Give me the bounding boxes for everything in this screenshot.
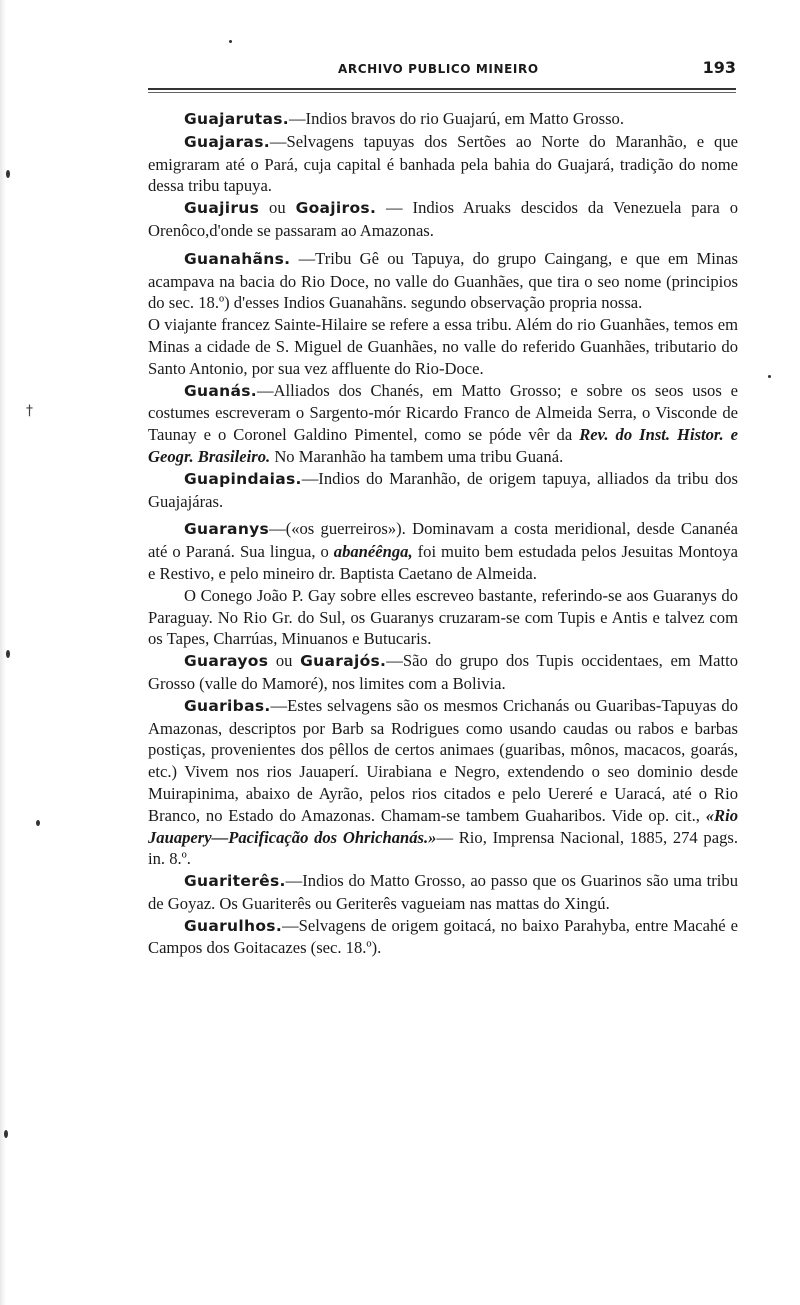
entry-text: —(«os guerreiros»). Dominavam a costa meridional, desde Cananéa até o Paraná. Sua lingua, o xyxy=(148,519,738,562)
headword: Guanás. xyxy=(184,381,257,400)
entry-text-after: — Rio, Imprensa Nacional, 1885, 274 pags. in. 8.º. xyxy=(148,827,738,869)
entry-text-after: No Maranhão ha tambem uma tribu Guaná. xyxy=(270,446,564,466)
headword: Guajaras. xyxy=(184,132,270,151)
ink-speck xyxy=(6,170,10,178)
headword: Guarulhos. xyxy=(184,916,283,935)
entry-text: —Indios do Maranhão, de origem tapuya, alliados da tribu dos Guajajáras. xyxy=(148,468,738,511)
entry-text: —São do grupo dos Tupis occidentaes, em Matto Grosso (valle do Mamoré), nos limites com a Bolivia. xyxy=(148,651,739,693)
entry-text: —Alliados dos Chanés, em Matto Grosso; e sobre os seos usos e costumes escreveram o Sargento-mór Ricardo Franco de Almeida Serra, o Visconde de Taunay e o Coronel Galdino Pimentel, como se póde vêr da xyxy=(148,380,738,445)
headword: Guaribas. xyxy=(184,696,271,715)
headword-variant: Guarajós. xyxy=(300,652,387,671)
entry-text-after: foi muito bem estudada pelos Jesuitas Montoya e Restivo, e pelo mineiro dr. Baptista Caetano de Almeida. xyxy=(148,542,738,583)
entry-text: — Indios Aruaks descidos da Venezuela para o Orenôco,d'onde se passaram ao Amazonas. xyxy=(148,198,738,240)
entry-text: —Indios do Matto Grosso, ao passo que os Guarinos são uma tribu de Goyaz. Os Guariterês ou Geriterês vagueiam nas mattas do Xingú. xyxy=(148,871,738,913)
ink-speck xyxy=(36,820,40,826)
entry-guarayos xyxy=(148,650,738,695)
entry-guaranys-continuation: O Conego João P. Gay sobre elles escreveo bastante, referindo-se aos Guaranys do Paraguay. No Rio Gr. do Sul, os Guaranys cruzaram-se com Tupis e Antis e talvez com os Tapes, Charrúas, Minuanos e Butucaris. xyxy=(148,585,738,649)
headword: Guajarutas. xyxy=(184,110,289,128)
headword: Guajirus xyxy=(184,199,260,218)
entry-text: —Estes selvagens são os mesmos Crichanás ou Guaribas-Tapuyas do Amazonas, descriptos por Barb sa Rodrigues como usando caudas ou rabos e barbas postiças, provenientes dos pêllos de certos animaes (guaribas, mônos, macacos, goarás, etc.) Vivem nos rios Jauaperí. Uirabiana e Negro, extendendo o seo dominio desde Muirapinima, abaixo de Ayrão, pelos rios citados e pelo Uereré e Uaracá, até o Rio Branco, no Estado do Amazonas. Chamam-se tambem Guaharibos. Vide op. cit., xyxy=(148,695,738,825)
entry-guaribas xyxy=(148,695,738,870)
ink-speck xyxy=(4,1130,8,1138)
headword: Guanahãns. xyxy=(184,249,291,268)
entry-guapindaias xyxy=(148,468,738,513)
entry-guajirus xyxy=(148,197,738,242)
entry-guanahans-continuation: O viajante francez Sainte-Hilaire se refere a essa tribu. Além do rio Guanhães, temos em Minas a cidade de S. Miguel de Guanhães, no valle do referido Guanhães, tributario do Santo Antonio, por sua vez affluente do Rio-Doce. xyxy=(148,315,738,378)
headword-variant: Goajiros. xyxy=(295,199,377,218)
entry-text: —Tribu Gê ou Tapuya, do grupo Caingang, e que em Minas acampava na bacia do Rio Doce, no valle do Guanhães, que tira o seo nome (principios do sec. 18.º) d'esses Indios Guanahãns. segundo observação propria nossa. xyxy=(148,248,738,313)
entry-connector: ou xyxy=(259,198,296,218)
page-number: 193 xyxy=(702,58,736,77)
margin-mark: † xyxy=(26,403,33,419)
ink-speck xyxy=(768,375,771,378)
headword: Guariterês. xyxy=(184,872,286,891)
entry-connector: ou xyxy=(268,651,301,671)
entry-guajarutas xyxy=(148,108,738,131)
citation-italic: Rev. do Inst. Histor. e Geogr. Brasileiro. xyxy=(148,425,738,466)
ink-speck xyxy=(229,40,232,43)
running-header xyxy=(148,58,736,84)
term-italic: abanéênga, xyxy=(333,542,413,562)
headword: Guarayos xyxy=(184,652,269,671)
entry-guarulhos xyxy=(148,915,738,960)
entry-text: —Selvagens tapuyas dos Sertões ao Norte do Maranhão, e que emigraram até o Pará, cuja capital é banhada pela bahia do Guajará, tradição do nome dessa tribu tapuya. xyxy=(148,131,738,196)
header-rule xyxy=(148,88,736,93)
ink-speck xyxy=(6,650,10,658)
running-title: ARCHIVO PUBLICO MINEIRO xyxy=(338,62,539,76)
entry-text: —Selvagens de origem goitacá, no baixo Parahyba, entre Macahé e Campos dos Goitacazes (sec. 18.º). xyxy=(148,915,738,958)
citation-italic: «Rio Jauapery—Pacificação dos Ohrichanás.» xyxy=(148,805,738,847)
headword: Guaranys xyxy=(184,520,270,539)
dictionary-text xyxy=(148,108,738,959)
entry-text: —Indios bravos do rio Guajarú, em Matto Grosso. xyxy=(288,109,625,128)
entry-guanas xyxy=(148,380,738,468)
entry-guaranys xyxy=(148,518,738,584)
entry-guariteres xyxy=(148,870,738,915)
entry-guajaras xyxy=(148,131,738,197)
entry-guanahans xyxy=(148,248,738,314)
headword: Guapindaias. xyxy=(184,469,302,488)
